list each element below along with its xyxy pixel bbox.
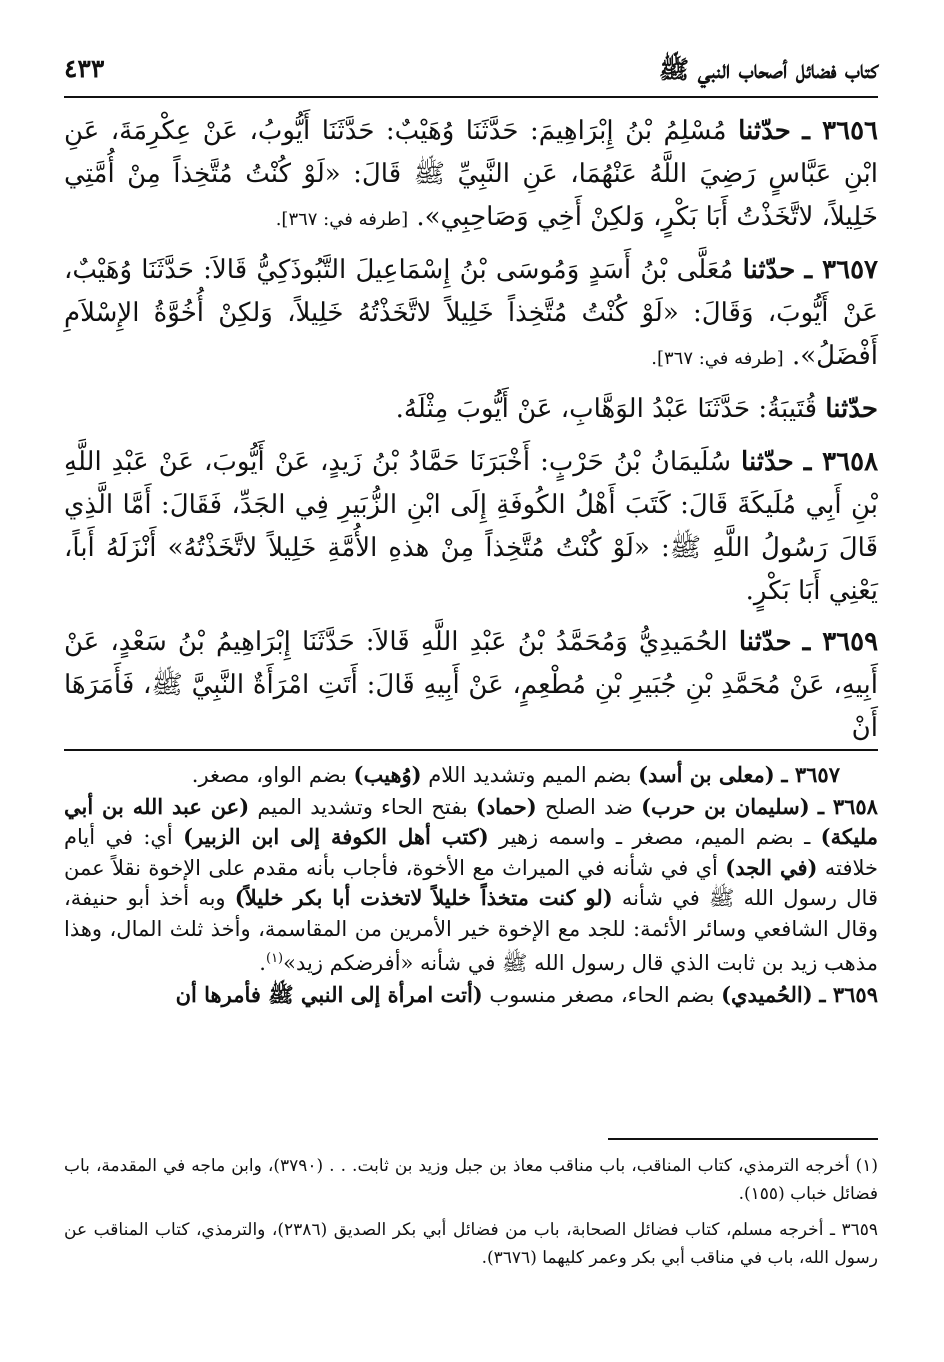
hadith-body: سُلَيمَانُ بْنُ حَرْبٍ: أَخْبَرَنَا حَمَّادُ بْنُ زَيدٍ، عَنْ أَيُّوبَ، عَنْ عَبْدِ اللَّهِ بْنِ أَبِي مُلَيكَةَ قَالَ: كَتَبَ أَهْلُ الكُوفَةِ إِلَى ابْنِ الزُّبَيرِ فِي الجَدِّ، فَقَالَ: أَمَّا الَّذِي قَالَ رَسُولُ اللَّهِ ﷺ: «لَوْ كُنْتُ مُتَّخِذاً مِنْ هذهِ الأُمَّةِ خَلِيلاً لاتَّخَذْتُهُ» أَنْزَلَهُ أَباً، يَعْنِي أَبَا بَكْرٍ. [64, 447, 878, 606]
footnotes-section [64, 1152, 878, 1280]
hadith-lead: حدّثنا [741, 447, 794, 477]
tarf-reference: [طرفه في: ٣٦٧]. [651, 348, 784, 369]
commentary-text: ضد الصلح [544, 794, 633, 819]
hadith-3657-chain [64, 388, 878, 431]
footnote-marker[interactable]: (١) [265, 951, 284, 966]
chapter-title: كتاب فضائل أصحاب النبي ﷺ [658, 55, 878, 84]
commentary-text: وبه أخذ أبو حنيفة، وقال الشافعي وسائر الأئمة: للجد مع الإخوة خير الأمرين من المقاسمة، وأخذ ثلث المال، وهذا مذهب زيد بن ثابت الذي قال رسول الله ﷺ في شأنه «أفرضكم زيد» [64, 886, 878, 975]
hadith-body: قُتَيبَةُ: حَدَّثَنَا عَبْدُ الوَهَّابِ، عَنْ أَيُّوبَ مِثْلَهُ. [395, 394, 817, 424]
commentary-text: أي في شأنه في الميراث مع الأخوة، فأجاب بأنه مقدم على الإخوة نقلاً عمن قال رسول الله ﷺ في شأنه [64, 855, 878, 910]
commentary-term: (معلى بن أسد) [638, 762, 775, 787]
hadith-3659 [64, 621, 878, 750]
commentary-text: بفتح الحاء وتشديد الميم [257, 794, 468, 819]
commentary-3657 [64, 760, 878, 791]
commentary-term: (لو كنت متخذاً خليلاً لاتخذت أبا بكر خليلاً) [234, 885, 613, 910]
commentary-term: (سليمان بن حرب) [641, 793, 810, 819]
hadith-number: ٣٦٥٧ ـ [804, 255, 879, 285]
hadith-number: ٣٦٥٩ ـ [802, 627, 879, 657]
footnote-1: (١) أخرجه الترمذي، كتاب المناقب، باب مناقب معاذ بن جبل وزيد بن ثابت. . . (٣٧٩٠)، وابن ماجه في المقدمة، باب فضائل خباب (١٥٥). [64, 1156, 878, 1204]
hadith-lead: حدّثنا [742, 255, 796, 285]
commentary-term: (كتب أهل الكوفة إلى ابن الزبير) [183, 824, 489, 849]
hadith-lead: حدّثنا [738, 627, 792, 657]
hadith-body: مُسْلِمُ بْنُ إِبْرَاهِيمَ: حَدَّثَنَا وُهَيْبٌ: حَدَّثَنَا أَيُّوبُ، عَنْ عِكْرِمَةَ، عَنِ ابْنِ عَبَّاسٍ رَضِيَ اللَّهُ عَنْهُمَا، عَنِ النَّبِيِّ ﷺ قَالَ: «لَوْ كُنْتُ مُتَّخِذاً مِنْ أُمَّتِي خَلِيلاً، لاتَّخَذْتُ أَبَا بَكْرٍ، وَلكِنْ أَخِي وَصَاحِبِي». [64, 116, 878, 232]
commentary-text: بضم الميم وتشديد اللام [428, 763, 632, 787]
commentary-term: (عن عبد الله بن أبي مليكة) [64, 793, 879, 849]
hadith-number: ٣٦٥٨ ـ [803, 447, 879, 477]
commentary-number: ٣٦٥٨ ـ [817, 793, 878, 819]
hadith-3657 [64, 249, 878, 380]
tarf-reference: [طرفه في: ٣٦٧]. [275, 209, 409, 230]
commentary-text: بضم الواو، مصغر. [191, 763, 347, 787]
hadith-body: مُعَلَّى بْنُ أَسَدٍ وَمُوسَى بْنُ إِسْمَاعِيلَ التَّبُوذَكِيُّ قَالاَ: حَدَّثَنَا وُهَيْبٌ، عَنْ أَيُّوبَ، وَقَالَ: «لَوْ كُنْتُ مُتَّخِذاً خَلِيلاً لاتَّخَذْتُهُ خَلِيلاً، وَلكِنْ أُخُوَّةُ الإِسْلاَمِ أَفْضَلُ». [64, 255, 878, 371]
commentary-term: (أتت امرأة إلى النبي ﷺ فأمرها أن [175, 981, 483, 1007]
hadith-3656 [64, 110, 878, 241]
commentary-text: بضم الحاء، مصغر منسوب [489, 982, 715, 1007]
commentary-3659 [64, 980, 878, 1011]
commentary-divider [64, 749, 878, 751]
footnote-3659: ٣٦٥٩ ـ أخرجه مسلم، كتاب فضائل الصحابة، باب من فضائل أبي بكر الصديق (٢٣٨٦)، والترمذي، كتاب المناقب عن رسول الله، باب في مناقب أبي بكر وعمر كليهما (٣٦٧٦). [64, 1220, 878, 1268]
hadith-3658 [64, 441, 878, 613]
hadith-lead: حدّثنا [825, 394, 878, 424]
commentary-text: ـ بضم الميم، مصغر ـ واسمه زهير [499, 825, 811, 849]
commentary-3658 [64, 792, 878, 979]
commentary-term: (الحُميدي) [721, 981, 813, 1007]
hadith-body: الحُمَيدِيُّ وَمُحَمَّدُ بْنُ عَبْدِ اللَّهِ قَالاَ: حَدَّثَنَا إِبْرَاهِيمُ بْنُ سَعْدٍ، عَنْ أَبِيهِ، عَنْ مُحَمَّدِ بْنِ جُبَيرِ بْنِ مُطْعِمٍ، عَنْ أَبِيهِ قَالَ: أَتَتِ امْرَأَةٌ النَّبِيَّ ﷺ، فَأَمَرَهَا أَنْ [64, 627, 878, 743]
commentary-text: . [259, 951, 266, 975]
commentary-number: ٣٦٥٩ ـ [819, 981, 878, 1007]
hadith-number: ٣٦٥٦ ـ [802, 116, 878, 146]
commentary-number: ٣٦٥٧ ـ [781, 762, 840, 787]
commentary-term: (في الجد) [725, 854, 818, 880]
commentary-term: (وُهيب) [353, 762, 422, 787]
footnote-divider [608, 1138, 878, 1140]
commentary-term: (حماد) [475, 793, 537, 819]
page-number: ٤٣٣ [64, 54, 105, 83]
hadith-text [64, 110, 878, 758]
commentary-text: أي: في أيام خلافته [64, 825, 878, 880]
commentary-section [64, 760, 878, 1011]
page-header [64, 52, 878, 98]
hadith-lead: حدّثنا [738, 116, 791, 146]
